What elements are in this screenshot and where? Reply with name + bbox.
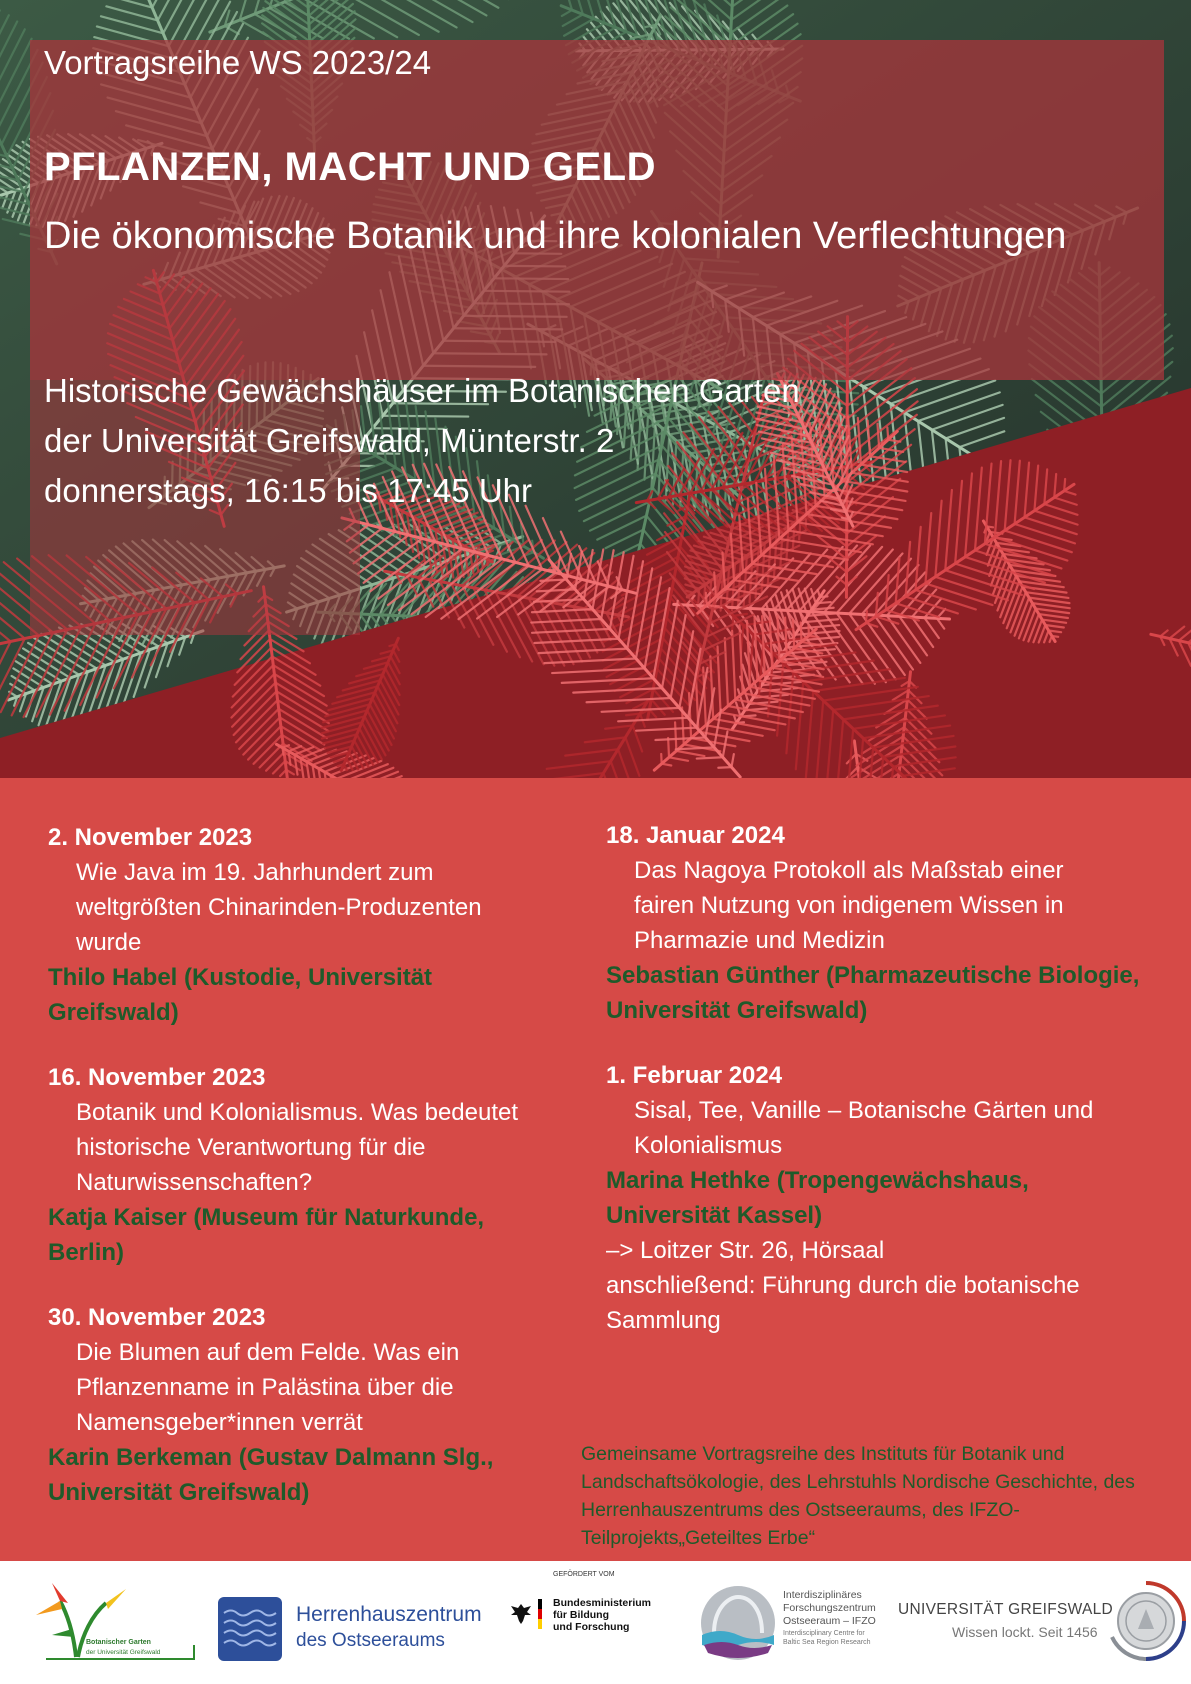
event-date: 30. November 2023 xyxy=(48,1304,266,1331)
series-label: Vortragsreihe WS 2023/24 xyxy=(44,44,432,81)
credit-line: Gemeinsame Vortragsreihe des Instituts für Botanik und xyxy=(581,1443,1065,1465)
event-speaker xyxy=(48,1440,568,1510)
event-title-line: Die Blumen auf dem Felde. Was ein xyxy=(76,1339,460,1366)
event-speaker xyxy=(48,960,568,1030)
credit-line: Teilprojekts„Geteiltes Erbe“ xyxy=(581,1527,816,1549)
ifzo-line: Forschungszentrum xyxy=(783,1602,876,1614)
event-speaker-line: Marina Hethke (Tropengewächshaus, xyxy=(606,1167,1029,1194)
ifzo-line: Baltic Sea Region Research xyxy=(783,1639,871,1646)
event-title-line: Namensgeber*innen verrät xyxy=(76,1409,363,1436)
hero-banner xyxy=(0,0,1191,778)
event-title-line: Kolonialismus xyxy=(634,1132,783,1159)
credit-line: Herrenhauszentrums des Ostseeraums, des IFZO- xyxy=(581,1499,1020,1521)
event-speaker-line: Sebastian Günther (Pharmazeutische Biologie, xyxy=(606,962,1140,989)
event-note-line: Sammlung xyxy=(606,1307,721,1334)
event-title xyxy=(606,1093,1176,1163)
schedule-line: donnerstags, 16:15 bis 17:45 Uhr xyxy=(44,472,532,509)
ifzo-english-name xyxy=(783,1629,871,1647)
event-item xyxy=(48,1300,568,1510)
event-title-line: wurde xyxy=(76,929,142,956)
event-item xyxy=(606,1058,1176,1338)
ifzo-line: Interdisciplinary Centre for xyxy=(783,1630,865,1637)
event-note xyxy=(606,1233,1176,1338)
german-flag-bar xyxy=(538,1599,542,1629)
botanic-garden-sub: der Universität Greifswald xyxy=(86,1649,161,1656)
event-date: 18. Januar 2024 xyxy=(606,822,785,849)
event-speaker xyxy=(606,958,1176,1028)
event-note-line: –> Loitzer Str. 26, Hörsaal xyxy=(606,1237,885,1264)
botanic-garden-name: Botanischer Garten xyxy=(86,1639,151,1646)
venue-info xyxy=(44,366,800,516)
herrenhaus-name: Herrenhauszentrum xyxy=(296,1603,482,1626)
event-note-line: anschließend: Führung durch die botanische xyxy=(606,1272,1080,1299)
event-speaker xyxy=(606,1163,1176,1233)
event-title-line: Pharmazie und Medizin xyxy=(634,927,885,954)
venue-line: Historische Gewächshäuser im Botanischen Garten xyxy=(44,372,800,409)
main-title: PFLANZEN, MACHT UND GELD xyxy=(44,145,656,189)
event-speaker-line: Universität Greifswald) xyxy=(606,997,868,1024)
university-seal-icon xyxy=(1104,1579,1188,1663)
event-item xyxy=(606,818,1176,1028)
event-title-line: Sisal, Tee, Vanille – Botanische Gärten und xyxy=(634,1097,1094,1124)
event-title-line: historische Verantwortung für die xyxy=(76,1134,426,1161)
university-name: UNIVERSITÄT GREIFSWALD xyxy=(898,1601,1114,1618)
organizers-credit xyxy=(581,1440,1171,1552)
event-title xyxy=(48,1095,568,1200)
event-title xyxy=(48,1335,568,1440)
event-item xyxy=(48,820,568,1030)
event-speaker-line: Thilo Habel (Kustodie, Universität xyxy=(48,964,433,991)
bmbf-funding-label: GEFÖRDERT VOM xyxy=(553,1571,615,1578)
event-title xyxy=(606,853,1176,958)
event-title-line: Naturwissenschaften? xyxy=(76,1169,313,1196)
botanic-garden-logo xyxy=(16,1579,196,1669)
herrenhaus-wave-icon xyxy=(218,1597,282,1661)
event-title-line: fairen Nutzung von indigenem Wissen in xyxy=(634,892,1064,919)
event-date: 2. November 2023 xyxy=(48,824,253,851)
ifzo-name xyxy=(783,1589,876,1628)
ifzo-globe-icon xyxy=(698,1583,778,1663)
event-title-line: Wie Java im 19. Jahrhundert zum xyxy=(76,859,434,886)
federal-eagle-icon xyxy=(508,1601,534,1627)
bmbf-line: für Bildung xyxy=(553,1609,609,1621)
event-date: 16. November 2023 xyxy=(48,1064,266,1091)
event-title-line: Das Nagoya Protokoll als Maßstab einer xyxy=(634,857,1064,884)
event-speaker xyxy=(48,1200,568,1270)
venue-line: der Universität Greifswald, Münterstr. 2 xyxy=(44,422,615,459)
bmbf-line: und Forschung xyxy=(553,1621,630,1633)
event-title-line: Pflanzenname in Palästina über die xyxy=(76,1374,454,1401)
event-speaker-line: Karin Berkeman (Gustav Dalmann Slg., xyxy=(48,1444,494,1471)
sponsor-logo-bar xyxy=(0,1561,1191,1684)
event-item xyxy=(48,1060,568,1270)
event-speaker-line: Katja Kaiser (Museum für Naturkunde, xyxy=(48,1204,485,1231)
university-slogan: Wissen lockt. Seit 1456 xyxy=(952,1624,1098,1640)
ifzo-line: Interdisziplinäres xyxy=(783,1589,862,1601)
herrenhaus-sub: des Ostseeraums xyxy=(296,1630,445,1651)
event-speaker-line: Berlin) xyxy=(48,1239,125,1266)
bmbf-line: Bundesministerium xyxy=(553,1597,652,1609)
event-title-line: Botanik und Kolonialismus. Was bedeutet xyxy=(76,1099,519,1126)
event-speaker-line: Universität Greifswald) xyxy=(48,1479,310,1506)
credit-line: Landschaftsökologie, des Lehrstuhls Nordische Geschichte, des xyxy=(581,1471,1135,1493)
subtitle: Die ökonomische Botanik und ihre kolonialen Verflechtungen xyxy=(44,215,1067,257)
program-column-left xyxy=(48,820,568,1540)
event-title xyxy=(48,855,568,960)
event-title-line: weltgrößten Chinarinden-Produzenten xyxy=(76,894,482,921)
program-column-right xyxy=(606,818,1176,1368)
program-section xyxy=(0,778,1191,1561)
event-date: 1. Februar 2024 xyxy=(606,1062,783,1089)
bmbf-name xyxy=(553,1597,651,1633)
event-speaker-line: Greifswald) xyxy=(48,999,179,1026)
event-speaker-line: Universität Kassel) xyxy=(606,1202,823,1229)
ifzo-line: Ostseeraum – IFZO xyxy=(783,1615,876,1627)
